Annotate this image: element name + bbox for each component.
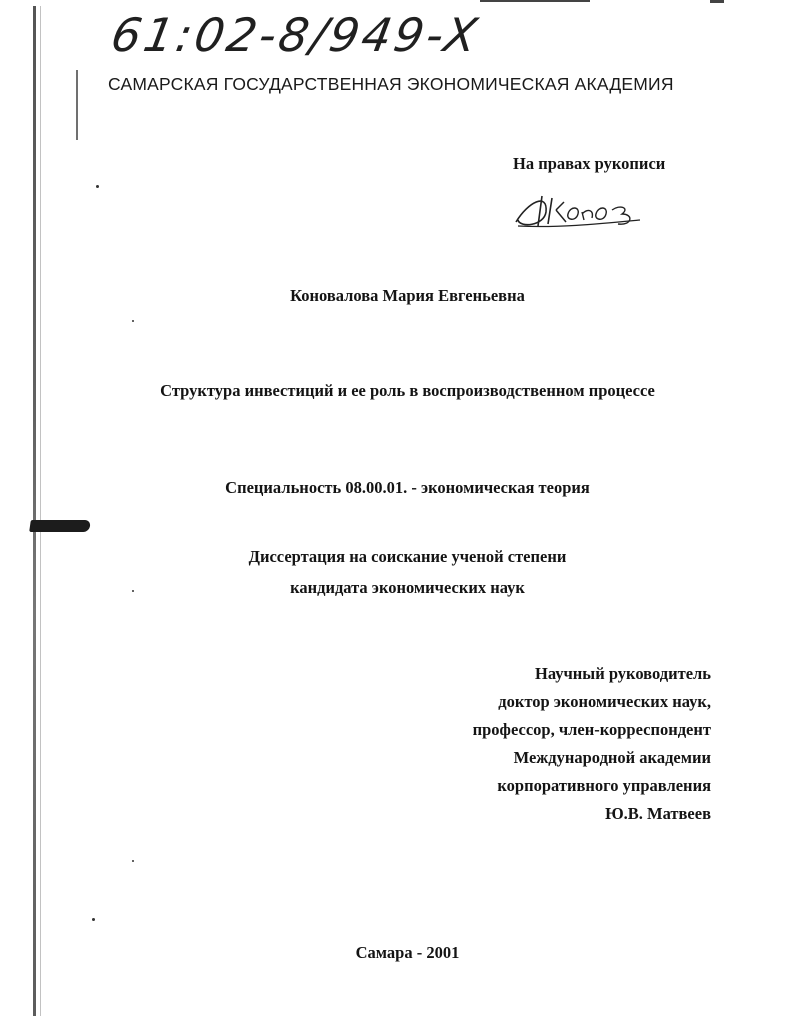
- scan-edge-mark: [76, 70, 78, 140]
- scan-speck: [132, 320, 134, 322]
- scan-speck: [132, 860, 134, 862]
- supervisor-name: Ю.В. Матвеев: [605, 804, 711, 823]
- author-name: Коновалова Мария Евгеньевна: [290, 286, 525, 305]
- handwritten-archive-number: 61:02-8/949-X: [107, 8, 484, 62]
- supervisor-degree: доктор экономических наук,: [498, 692, 711, 711]
- supervisor-affiliation: Международной академии: [513, 748, 711, 767]
- scan-ink-blot: [29, 520, 91, 532]
- dissertation-title: Структура инвестиций и ее роль в воспроизводственном процессе: [160, 381, 655, 400]
- dissertation-type-line1: Диссертация на соискание ученой степени: [248, 547, 567, 566]
- scan-top-mark: [710, 0, 724, 3]
- manuscript-rights-note: На правах рукописи: [513, 154, 666, 173]
- academy-name: САМАРСКАЯ ГОСУДАРСТВЕННАЯ ЭКОНОМИЧЕСКАЯ АКАДЕМИЯ: [108, 74, 674, 94]
- scan-top-mark: [480, 0, 590, 2]
- scan-speck: [96, 185, 99, 188]
- scan-speck: [92, 918, 95, 921]
- supervisor-affiliation-cont: корпоративного управления: [497, 776, 711, 795]
- supervisor-label: Научный руководитель: [535, 664, 711, 683]
- supervisor-position: профессор, член-корреспондент: [472, 720, 711, 739]
- author-signature: [508, 182, 648, 238]
- scan-edge-line: [40, 6, 41, 1016]
- scan-edge-line: [33, 6, 36, 1016]
- specialty-line: Специальность 08.00.01. - экономическая теория: [225, 478, 590, 497]
- supervisor-block: [473, 662, 711, 830]
- city-year: Самара - 2001: [355, 943, 460, 962]
- dissertation-type-line2: кандидата экономических наук: [290, 578, 525, 597]
